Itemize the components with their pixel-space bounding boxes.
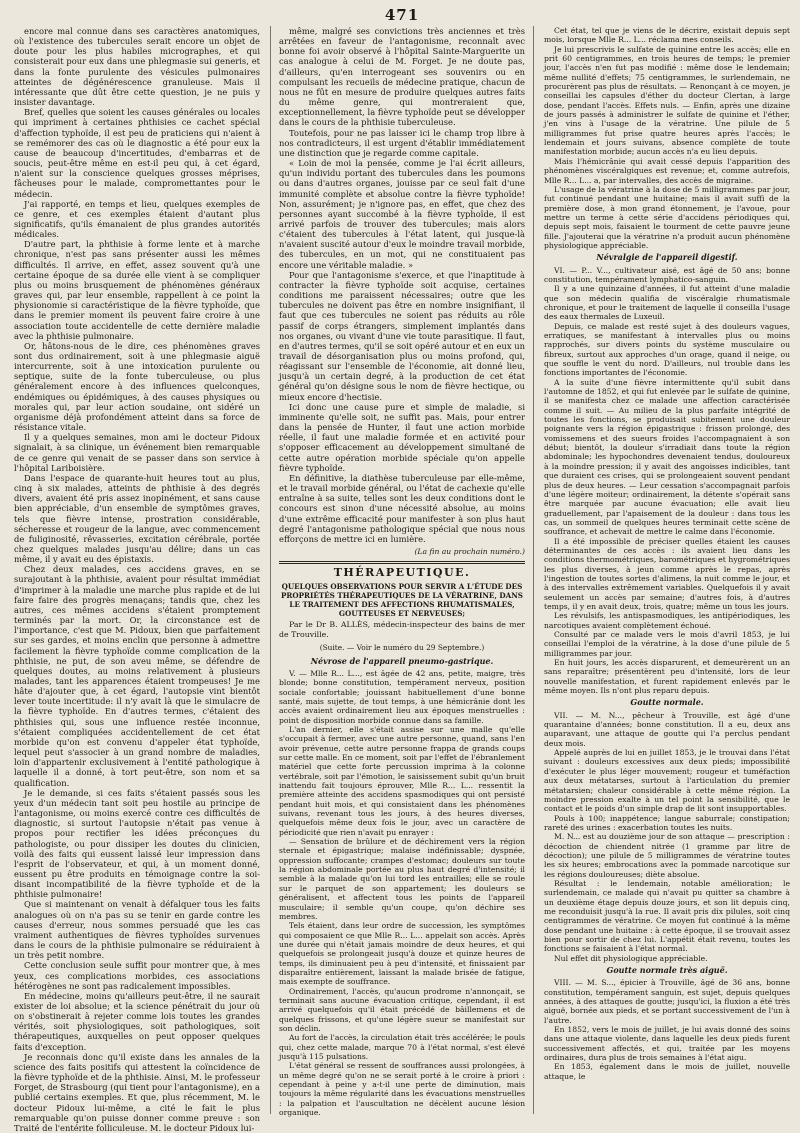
paragraph: Tels étaient, dans leur ordre de succession, les symptômes qui composaient ce que Mlle R... L... appelait son accès. Après une durée qui n'était jamais moindre de deux heures, et qui quelquefois se prolongeait jusqu'à douze et quinze heures de temps, ils diminuaient peu à peu d'intensité, et finissaient par disparaître entièrement, laissant la malade brisée de fatigue, mais exempte de souffrance. [279,921,525,987]
case-subheading: Névrose de l'appareil pneumo-gastrique. [310,655,494,666]
paragraph: même, malgré ses convictions très anciennes et très arrêtées en faveur de l'antagonisme, reconnaît avec bonne foi avoir observé à l'hôpital Sainte-Marguerite un cas analogue à celui de M. Forget. Je ne doute pas, d'ailleurs, qu'en interrogeant ses souvenirs ou en compulsant les recueils de médecine pratique, chacun de nous ne fût en mesure de produire quelques autres faits du même genre, qui montreraient que, exceptionnellement, la fièvre typhoïde peut se développer dans le cours de la phthisie tuberculeuse. [279,26,525,128]
paragraph: Appelé auprès de lui en juillet 1853, je le trouvai dans l'état suivant : douleurs excessives aux deux pieds; impossibilité d'exécuter le plus léger mouvement; rougeur et tuméfaction aux deux métatarses, surtout à l'articulation du premier métatarsien; chaleur considérable à cette même région. La moindre pression exalte à un tel point la sensibilité, que le contact et le poids d'un simple drap de lit sont insupportables. [544,748,790,814]
paragraph: Au fort de l'accès, la circulation était très accélérée; le pouls qui, chez cette malade, marque 70 à l'état normal, s'est élevé jusqu'à 115 pulsations. [279,1033,525,1061]
paragraph: Nul effet dit physiologique appréciable. [554,953,708,963]
paragraph: M. N... est au douzième jour de son attaque — prescription : décoction de chiendent nitrée (1 gramme par litre de décoction); une pilule de 5 milligrammes de vératrine toutes les six heures; embrocations avec la pommade narcotique sur les régions douloureuses; diète absolue. [544,832,790,879]
paragraph: Je lui prescrivis le sulfate de quinine entre les accès; elle en prit 60 centigrammes, en trois heures de temps; le premier jour, l'accès n'en fut pas modifié : même dose le lendemain; même nullité d'effets; 75 centigrammes, le surlendemain, ne procurèrent pas plus de résultats. — Renonçant à ce moyen, je conseillai les capsules d'éther du docteur Clertan, à large dose, pendant l'accès. Effets nuls. — Enfin, après une dizaine de jours passés à administrer le sulfate de quinine et l'éther, j'en vins à l'usage de la vératrine. Une pilule de 5 milligrammes fut prise quatre heures après l'accès; le lendemain et jours suivans, absence complète de toute manifestation morbide; aucun accès n'a eu lieu depuis. [544,44,790,157]
paragraph: Or, hâtons-nous de le dire, ces phénomènes graves sont dus ordinairement, soit à une phlegmasie aiguë intercurrente, soit à une intoxication purulente ou septique, suite de la fonte tuberculeuse, ou plus généralement encore à des influences quelconques, endémiques ou épidémiques, à des causes physiques ou morales qui, par leur action soudaine, ont sidéré un organisme déjà profondément atteint dans sa force de résistance vitale. [14,340,260,433]
column-3 [544,26,790,1114]
paragraph: Il a été impossible de préciser quelles étaient les causes déterminantes de ces accès : ils avaient lieu dans les conditions thermométriques, barométriques et hygrométriques les plus diverses, à jeun comme après le repas, après l'ingestion de toutes sortes d'alimens, la nuit comme le jour, et à des intervalles extrêmement variables. Quelquefois il y avait seulement un accès par semaine; d'autres fois, à d'autres temps, il y en avait deux, trois, quatre; même un tous les jours. [544,536,790,611]
paragraph: En 1853, également dans le mois de juillet, nouvelle attaque, le [544,1062,790,1081]
paragraph: Ordinairement, l'accès, qu'aucun prodrome n'annonçait, se terminait sans aucune évacuation critique, cependant, il est arrivé quelquefois qu'il était précédé de bâillemens et de quelques frissons, et qu'une légère sueur se manifestait sur son déclin. [279,986,525,1033]
paragraph: Consulté par ce malade vers le mois d'avril 1853, je lui conseillai l'emploi de la vératrine, à la dose d'une pilule de 5 milligrammes par jour. [544,630,790,658]
paragraph: Cet état, tel que je viens de le décrire, existait depuis sept mois, lorsque Mlle R... L... réclama mes conseils. [544,26,790,45]
paragraph: Pouls à 100; inappétence; langue saburrale; constipation; rareté des urines : exacerbation toutes les nuits. [544,813,790,832]
section-divider-2 [279,563,525,564]
paragraph: Je le demande, si ces faits s'étaient passés sous les yeux d'un médecin tant soit peu hostile au principe de l'antagonisme, ou moins exercé contre ces difficultés de diagnostic, si surtout l'autopsie n'était pas venue à propos pour rectifier les idées préconçues du pathologiste, ou pour dissiper les doutes du clinicien, voilà des faits qui eussent laissé leur impression dans l'esprit de l'observateur, et qui, à un moment donné, eussent pu être produits en témoignage contre la soi-disant incompatibilité de la fièvre typhoïde et de la phthisie pulmonaire! [14,787,260,900]
paragraph: Il y a une quinzaine d'années, il fut atteint d'une maladie que son médecin qualifia de viscéralgie rhumatismale chronique, et pour le traitement de laquelle il conseilla l'usage des eaux thermales de Luxeuil. [544,284,790,322]
paragraph: L'usage de la vératrine à la dose de 5 milligrammes par jour, fut continué pendant une huitaine; mais il avait suffi de la première dose, à mon grand étonnement, je l'avoue, pour mettre un terme à cette série d'accidens périodiques qui, depuis sept mois, faisaient le tourment de cette pauvre jeune fille. J'ajouterai que la vératrine n'a produit aucun phénomène physiologique appréciable. [544,184,790,250]
column-1 [14,26,260,1133]
paragraph: En définitive, la diathèse tuberculeuse par elle-même, et le travail morbide général, ou l'état de cachexie qu'elle entraîne à sa suite, telles sont les deux conditions dont le concours est sinon d'une nécessité absolue, au moins d'une extrême efficacité pour manifester à son plus haut degré l'antagonisme pathologique spécial que nous nous efforçons de mettre ici en lumière. [279,472,525,544]
case-6-text [544,266,790,696]
paragraph: Dans l'espace de quarante-huit heures tout au plus, cinq à six malades, atteints de phthisie à des degrés divers, avaient été pris assez inopinément, et sans cause bien appréciable, d'un ensemble de symptômes graves, tels que fièvre intense, prostration considérable, sécheresse et rougeur de la langue, avec commencement de fuliginosité, rêvasseries, excitation cérébrale, portée chez quelques malades jusqu'au délire; dans un cas même, il y avait eu des épistaxis. [14,472,260,565]
paragraph: « Loin de moi la pensée, comme je l'ai écrit ailleurs, qu'un individu portant des tubercules dans les poumons ou dans d'autres organes, jouisse par ce seul fait d'une immunité complète et absolue contre la fièvre typhoïde! Non, assurément; je n'ignore pas, en effet, que chez des personnes ayant succombé à la fièvre typhoïde, il est arrivé parfois de trouver des tubercules; mais alors c'étaient des tubercules à l'état latent, qui jusque-là n'avaient suscité autour d'eux le moindre travail morbide, des tubercules, en un mot, qui ne constituaient pas encore une véritable maladie. » [279,158,525,270]
column-2 [270,26,534,1118]
paragraph: En 1852, vers le mois de juillet, je lui avais donné des soins dans une attaque violente, dans laquelle les deux pieds furent successivement affectés, et qui, traitée par les moyens ordinaires, dura plus de trois semaines à l'état aigu. [544,1025,790,1063]
page-number: 471 [384,6,420,24]
paragraph: VII. — M. N..., pêcheur à Trouville, est âgé d'une quarantaine d'années; bonne constitution. Il a eu, deux ans auparavant, une attaque de goutte qui l'a perclus pendant deux mois. [544,710,790,748]
case-8-text [544,978,790,1081]
article-continuation [279,26,525,544]
article-title: QUELQUES OBSERVATIONS POUR SERVIR A L'ÉTUDE DES PROPRIÉTÉS THÉRAPEUTIQUES DE LA VÉRATRINE, DANS LE TRAITEMENT DES AFFECTIONS RHUMATISMALES, GOUTTEUSES ET NERVEUSES; [281,582,523,619]
paragraph: VIII. — M. S..., épicier à Trouville, âgé de 36 ans, bonne constitution, tempérament sanguin, est sujet, depuis quelques années, à des attaques de goutte; jusqu'ici, la fluxion a été très aiguë, bornée aux pieds, et se portant successivement de l'un à l'autre. [544,978,790,1025]
paragraph: J'ai rapporté, en temps et lieu, quelques exemples de ce genre, et ces exemples étaient d'autant plus significatifs, qu'ils émanaient de plus grandes autorités médicales. [14,198,260,240]
paragraph: Bref, quelles que soient les causes générales ou locales qui impriment à certaines phthisies ce cachet spécial d'affection typhoïde, il est peu de praticiens qui n'aient à se remémorer des cas où le diagnostic a été pour eux la cause de beaucoup d'incertitudes, d'embarras et de soucis, peut-être même en est-il peu qui, à cet égard, n'aient sur la conscience quelques grosses méprises, fâcheuses pour le malade, compromettantes pour le médecin. [14,107,260,199]
paragraph: encore mal connue dans ses caractères anatomiques, où l'existence des tubercules serait encore un objet de doute pour les plus habiles micrographes, et qui consisterait pour eux dans une phlegmasie sui generis, et dans la fonte purulente des vésicules pulmonaires atteintes de dégénérescence granuleuse. Mais il intéressante que dût être cette question, je ne puis y insister davantage. [14,26,260,108]
paragraph: Je reconnais donc qu'il existe dans les annales de la science des faits positifs qui attestent la coïncidence de la fièvre typhoïde et de la phthisie. Ainsi, M. le professeur Forget, de Strasbourg (qui tient pour l'antagonisme), en a publié certains exemples. Et que, plus récemment, M. le docteur Pidoux lui-même, a cité le fait le plus remarquable qu'on puisse donner comme preuve : son Traité de l'entérite folliculeuse. M. le docteur Pidoux lui- [14,1051,260,1133]
paragraph: Il y a quelques semaines, mon ami le docteur Pidoux signalait, à sa clinique, un événement bien remarquable de ce genre qui venait de se passer dans son service à l'hôpital Lariboisière. [14,432,260,473]
continuation-note: (La fin au prochain numéro.) [414,546,525,556]
case-text [279,669,525,1118]
paragraph: Toutefois, pour ne pas laisser ici le champ trop libre à nos contradicteurs, il est urgent d'établir immédiatement une distinction que je regarde comme capitale. [279,127,525,158]
suite-note: (Suite. — Voir le numéro du 29 Septembre.) [319,642,485,652]
paragraph: Cette conclusion seule suffit pour montrer que, à mes yeux, ces complications morbides, ces associations hétérogènes ne sont pas radicalement impossibles. [14,960,260,991]
paragraph: Pour que l'antagonisme s'exerce, et que l'inaptitude à contracter la fièvre typhoïde soit acquise, certaines conditions me paraissent nécessaires; outre que les tubercules ne doivent pas être en nombre insignifiant, il faut que ces tubercules ne soient pas réduits au rôle passif de corps étrangers, simplement implantés dans nos organes, ou vivant d'une vie toute parasitique. Il faut, en d'autres termes, qu'il se soit opéré autour et en eux un travail de désorganisation plus ou moins profond, qui, réagissant sur l'ensemble de l'économie, ait donné lieu, jusqu'à un certain degré, à la production de cet état général qu'on désigne sous le nom de fièvre hectique, ou mieux encore d'hectisie. [279,269,525,402]
case-subheading-digestive: Névralgie de l'appareil digestif. [596,252,738,263]
paragraph: Résultat : le lendemain, notable amélioration; le surlendemain, ce malade qui n'avait pu quitter sa chambre à un deuxième étage depuis douze jours, et son lit depuis cinq, me reconduisit jusqu'à la rue. Il avait pris dix pilules, soit cinq centigrammes de vératrine. Ce moyen fut continué à la même dose pendant une huitaine : à cette époque, il se trouvait assez bien pour sortir de chez lui. L'appétit était revenu, toutes les fonctions se faisaient à l'état normal. [544,878,790,954]
paragraph: L'état général se ressent de souffrances aussi prolongées, à un même degré qu'on ne se serait porté à le croire à priori : cependant à peine y a-t-il une perte de diminution, mais toujours la même régularité dans les évacuations menstruelles : la palpation et l'auscultation ne décèlent aucune lésion organique. [279,1061,525,1118]
case-subheading-gout: Goutte normale. [630,697,704,708]
case-text-continued [544,26,790,250]
article-byline: Par le Dr B. ALLÈS, médecin-inspecteur des bains de mer de Trouville. [279,620,525,640]
paragraph: Depuis, ce malade est resté sujet à des douleurs vagues, erratiques, se manifestant à intervalles plus ou moins rapprochés, sur divers points du système musculaire ou fibreux, surtout aux approches d'un orage, quand il neige, ou que souffle le vent du nord. D'ailleurs, nul trouble dans les fonctions importantes de l'économie. [544,321,790,378]
paragraph: Que si maintenant on venait à défalquer tous les faits analogues où on n'a pas su se tenir en garde contre les causes d'erreur, nous sommes persuadé que les cas vraiment authentiques de fièvres typhoïdes survenues dans le cours de la phthisie pulmonaire se réduiraient à un très petit nombre. [14,899,260,961]
paragraph: En médecine, moins qu'ailleurs peut-être, il ne saurait exister de loi absolue; et la science pénétrait du jour où on s'obstinerait à rejeter comme lois toutes les grandes vérités, soit physiologiques, soit pathologiques, soit thérapeutiques, auxquelles on peut opposer quelques faits d'exception. [14,990,260,1052]
case-subheading-acute-gout: Goutte normale très aiguë. [606,965,728,976]
section-title: THÉRAPEUTIQUE. [333,566,471,580]
paragraph: VI. — P... V..., cultivateur aisé, est âgé de 50 ans; bonne constitution, tempérament lymphatico-sanguin. [544,265,790,284]
paragraph: En huit jours, les accès disparurent, et demeurèrent un an sans reparaître; présentèrent peu d'intensité, lors de leur nouvelle manifestation, et furent rapidement enlevés par le même moyen. Ils n'ont plus reparu depuis. [544,658,790,696]
paragraph: L'an dernier, elle s'était assise sur une malle qu'elle s'occupait à fermer, avec une autre personne, quand, sans l'en avoir prévenue, cette autre personne frappa de grands coups sur cette malle. En ce moment, soit par l'effet de l'ébranlement matériel que cette forte percussion imprima à la colonne vertébrale, soit par l'émotion, le saisissement subit qu'un bruit inattendu fait toujours éprouver, Mlle R... L... ressentit la première atteinte des accidens spasmodiques qui ont persisté pendant huit mois, et qui consistaient dans les phénomènes suivans, revenant tous les jours, à des heures diverses, quelquefois même deux fois le jour, avec un caractère de périodicité que rien n'avait pu enrayer : [279,724,525,837]
columns [14,26,790,1133]
section-divider [279,561,525,562]
paragraph: Chez deux malades, ces accidens graves, en se surajoutant à la phthisie, avaient pour résultat immédiat d'imprimer à la maladie une marche plus rapide et de lui faire faire des progrès menaçans; tandis que, chez les autres, ces mêmes accidens s'étaient promptement terminés par la mort. Or, la circonstance est de l'importance, c'est que M. Pidoux, bien que parfaitement sur ses gardes, et moins enclin que personne à admettre facilement la fièvre typhoïde comme complication de la phthisie, ne put, de son aveu même, se défendre de quelques doutes, au moins relativement à plusieurs malades, tant les apparences étaient trompeuses! Je me hâte d'ajouter que, à cet égard, l'autopsie vint bientôt lever toute incertitude: il n'y avait là que le simulacre de la fièvre typhoïde. En d'autres termes, c'étaient des phthisies qui, sous une influence restée inconnue, s'étaient compliquées accidentellement de cet état morbide qu'on est convenu d'appeler état typhoïde, lequel peut s'associer à un grand nombre de maladies, loin d'appartenir exclusivement à l'entité pathologique à laquelle il a donné, à tort peut-être, son nom et sa qualification. [14,564,260,788]
paragraph: Les révulsifs, les antispasmodiques, les antipériodiques, les narcotiques avaient complètement échoué. [544,611,790,630]
paragraph: D'autre part, la phthisie à forme lente et à marche chronique, n'est pas sans présenter aussi les mêmes difficultés. Il arrive, en effet, assez souvent qu'à une certaine époque de sa durée elle vient à se compliquer plus ou moins brusquement de phénomènes généraux graves qui, par leur ensemble, rappellent à ce point la physionomie si caractéristique de la fièvre typhoïde, que dans le premier moment ils peuvent faire croire à une association toute accidentelle de cette dernière maladie avec la phthisie pulmonaire. [14,239,260,341]
paragraph: Mais l'hémicrânie qui avait cessé depuis l'apparition des phénomènes viscéralgiques est revenue; et, comme autrefois, Mlle R... L... a, par intervalles, des accès de migraine. [544,156,790,185]
paragraph: V. — Mlle R... L..., est âgée de 42 ans, petite, maigre, très blonde; bonne constitution, tempérament nerveux, position sociale confortable; jouissant habituellement d'une bonne santé, mais sujette, de tout temps, à une hémicrânie dont les accès avaient ordinairement lieu aux époques menstruelles : point de disposition morbide connue dans sa famille. [279,668,525,725]
paragraph: Ici donc une cause pure et simple de maladie, si imminente qu'elle soit, ne suffit pas. Mais, pour entrer dans la pensée de Hunter, il faut une action morbide réelle, il faut une maladie formée et en activité pour s'opposer efficacement au développement simultané de cette autre opération morbide spéciale qu'on appelle fièvre typhoïde. [279,401,525,473]
paragraph: A la suite d'une fièvre intermittente qu'il subit dans l'automne de 1852, et qui fut enlevée par le sulfate de quinine, il se manifesta chez ce malade une affection caractérisée comme il suit. — Au milieu de la plus parfaite intégrité de toutes les fonctions, se produisait subitement une douleur poignante vers la région épigastrique : frisson prolongé, des vomissemens et des sueurs froides l'accompagnaient à son début; bientôt, la douleur s'irradiait dans toute la région abdominale; les hypochondres devenaient tendus, douloureux à la moindre pression; il y avait des angoisses indicibles, tant que duraient ces crises, qui se prolongeaient souvent pendant plus de deux heures. — Leur cessation s'accompagnait parfois d'une légère moiteur; ordinairement, la détente s'opérait sans être marquée par aucune évacuation; elle avait lieu graduellement, par l'apaisement de la douleur : dans tous les cas, un sommeil de quelques heures terminait cette scène de souffrance, et achevait de mettre le calme dans l'économie. [544,377,790,537]
paragraph: — Sensation de brûlure et de déchirement vers la région sternale et épigastrique; malaise indéfinissable; dyspnée, oppression suffocante; crampes d'estomac; douleurs sur toute la région abdominale portée au plus haut degré d'intensité; il semble à la malade qu'on lui tord les entrailles; elle se roule sur le parquet de son appartement; les douleurs se généralisent, et affectent tous les points de l'appareil musculaire; il semble qu'un coupe, qu'on déchire ses membres. [279,837,525,921]
case-7-text [544,711,790,963]
